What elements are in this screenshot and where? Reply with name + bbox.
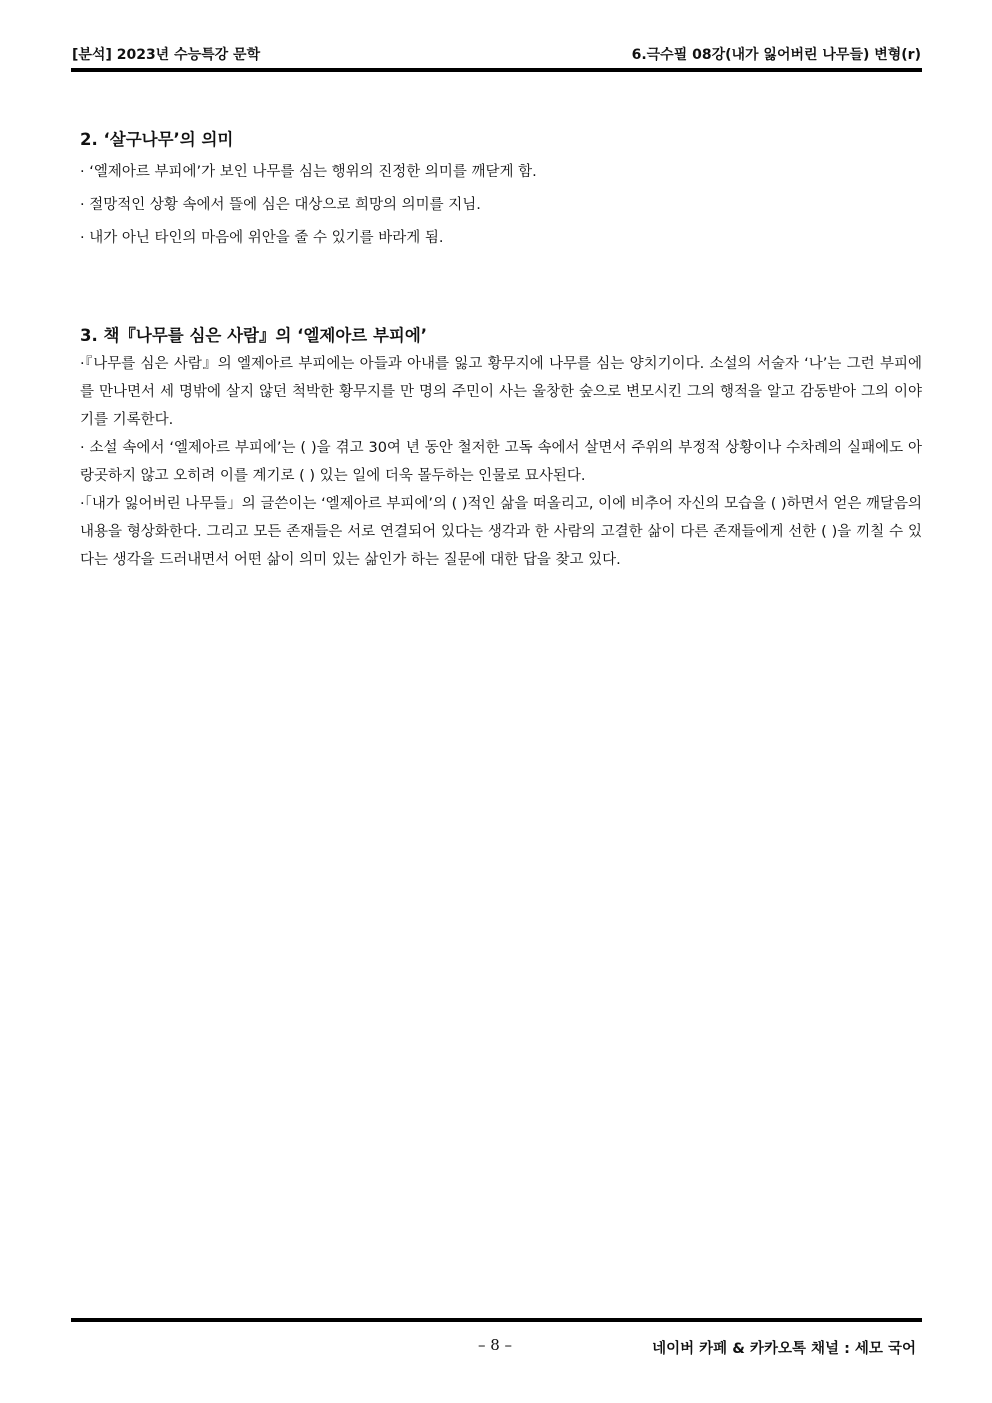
bullet-item: · ‘엘제아르 부피에’가 보인 나무를 심는 행위의 진정한 의미를 깨닫게 함. <box>80 164 537 180</box>
header-divider <box>71 68 922 72</box>
header-left-text: [분석] 2023년 수능특강 문학 <box>72 47 261 63</box>
page-number: – 8 – <box>477 1336 513 1354</box>
bullet-item: · 절망적인 상황 속에서 뜰에 심은 대상으로 희망의 의미를 지님. <box>80 197 481 213</box>
footer-divider <box>71 1318 922 1322</box>
section-title: 3. 책『나무를 심은 사람』의 ‘엘제아르 부피에’ <box>80 326 428 345</box>
section-title: 2. ‘살구나무’의 의미 <box>80 130 234 149</box>
header-right-text: 6.극수필 08강(내가 잃어버린 나무들) 변형(r) <box>631 47 921 63</box>
section-apricot-tree-meaning <box>80 126 922 255</box>
page-header <box>72 44 921 66</box>
bullet-item: ·「내가 잃어버린 나무들」의 글쓴이는 ‘엘제아르 부피에’의 ( )적인 삶을 떠올리고, 이에 비추어 자신의 모습을 ( )하면서 얻은 깨달음의 내용을 형상화한다. 그리고 모든 존재들은 서로 연결되어 있다는 생각과 한 사람의 고결한 삶이 다른 존재들에게 선한 ( )을 끼칠 수 있다는 생각을 드러내면서 어떤 삶이 의미 있는 삶인가 하는 질문에 대한 답을 찾고 있다. <box>80 496 922 568</box>
bullet-item: ·『나무를 심은 사람』의 엘제아르 부피에는 아들과 아내를 잃고 황무지에 나무를 심는 양치기이다. 소설의 서술자 ‘나’는 그런 부피에를 만나면서 세 명밖에 살지 않던 척박한 황무지를 만 명의 주민이 사는 울창한 숲으로 변모시킨 그의 행적을 알고 감동받아 그의 이야기를 기록한다. <box>80 356 922 428</box>
bullet-item: · 내가 아닌 타인의 마음에 위안을 줄 수 있기를 바라게 됨. <box>80 230 444 246</box>
footer-channel-text: 네이버 카페 & 카카오톡 채널 : 세모 국어 <box>652 1341 916 1357</box>
section-elzeard-bouffier <box>80 322 922 574</box>
bullet-item: · 소설 속에서 ‘엘제아르 부피에’는 ( )을 겪고 30여 년 동안 철저한 고독 속에서 살면서 주위의 부정적 상황이나 수차례의 실패에도 아랑곳하지 않고 오히려 이를 계기로 ( ) 있는 일에 더욱 몰두하는 인물로 묘사된다. <box>80 440 922 484</box>
